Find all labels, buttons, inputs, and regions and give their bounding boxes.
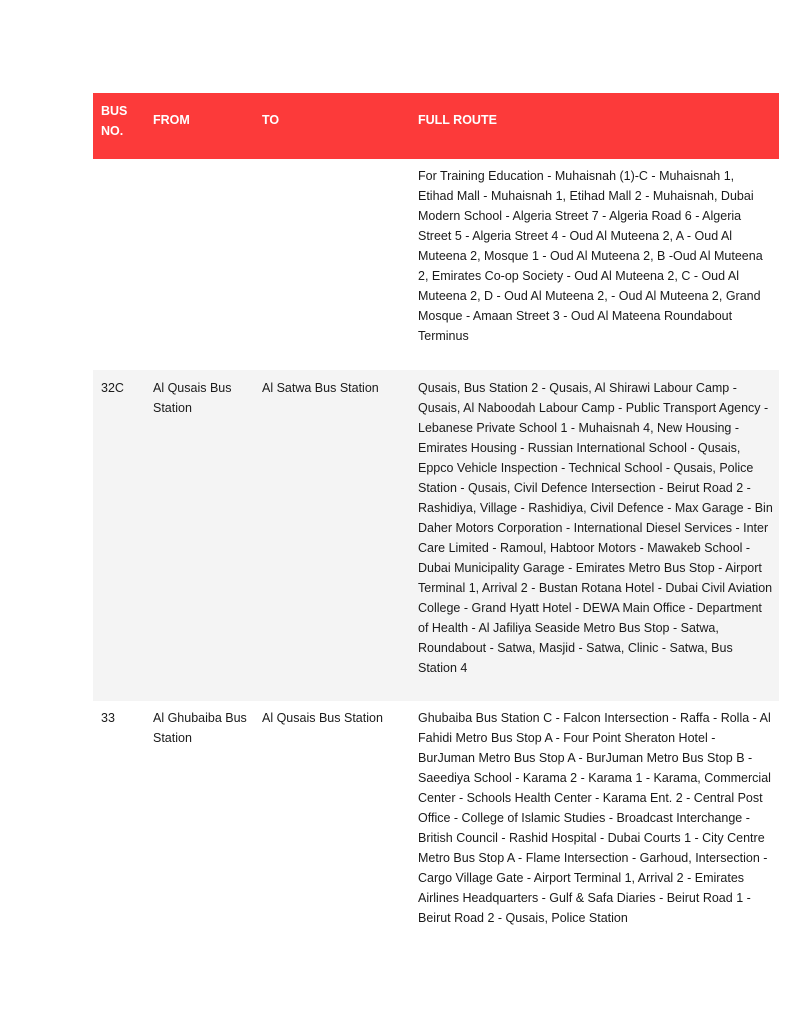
header-to: TO <box>262 113 280 127</box>
header-full-route: FULL ROUTE <box>418 113 497 127</box>
table-header <box>93 93 779 159</box>
to-cell: Al Qusais Bus Station <box>262 711 383 725</box>
full-route-cell: Ghubaiba Bus Station C - Falcon Intersection - Raffa - Rolla - Al Fahidi Metro Bus Stop A - Four Point Sheraton Hotel - BurJuman Metro Bus Stop A - BurJuman Metro Bus Stop B - Saeediya School - Karama 2 - Karama 1 - Karama, Commercial Center - Schools Health Center - Karama Ent. 2 - Central Post Office - College of Islamic Studies - Broadcast Interchange - British Council - Rashid Hospital - Dubai Courts 1 - City Centre Metro Bus Stop A - Flame Intersection - Garhoud, Intersection - Cargo Village Gate - Airport Terminal 1, Arrival 2 - Emirates Airlines Headquarters - Gulf & Safa Diaries - Beirut Road 1 - Beirut Road 2 - Qusais, Police Station <box>418 711 771 925</box>
bus-no-cell: 33 <box>101 711 115 725</box>
from-cell: Al Qusais Bus Station <box>153 381 232 415</box>
to-cell: Al Satwa Bus Station <box>262 381 379 395</box>
full-route-cell: Qusais, Bus Station 2 - Qusais, Al Shirawi Labour Camp - Qusais, Al Naboodah Labour Camp - Public Transport Agency - Lebanese Private School 1 - Muhaisnah 4, New Housing - Emirates Housing - Russian International School - Qusais, Eppco Vehicle Inspection - Technical School - Qusais, Police Station - Qusais, Civil Defence Intersection - Beirut Road 2 - Rashidiya, Village - Rashidiya, Civil Defence - Max Garage - Bin Daher Motors Corporation - International Diesel Services - Inter Care Limited - Ramoul, Habtoor Motors - Mawakeb School - Dubai Municipality Garage - Emirates Metro Bus Stop - Airport Terminal 1, Arrival 2 - Bustan Rotana Hotel - Dubai Civil Aviation College - Grand Hyatt Hotel - DEWA Main Office - Department of Health - Al Jafiliya Seaside Metro Bus Stop - Satwa, Roundabout - Satwa, Masjid - Satwa, Clinic - Satwa, Bus Station 4 <box>418 381 773 675</box>
bus-route-table <box>93 93 779 941</box>
from-cell: Al Ghubaiba Bus Station <box>153 711 247 745</box>
full-route-cell: For Training Education - Muhaisnah (1)-C - Muhaisnah 1, Etihad Mall - Muhaisnah 1, Etihad Mall 2 - Muhaisnah, Dubai Modern School - Algeria Street 7 - Algeria Road 6 - Algeria Street 5 - Algeria Street 4 - Oud Al Muteena 2, A - Oud Al Muteena 2, Mosque 1 - Oud Al Muteena 2, B -Oud Al Muteena 2, Emirates Co-op Society - Oud Al Muteena 2, C - Oud Al Muteena 2, D - Oud Al Muteena 2, - Oud Al Muteena 2, Grand Mosque - Amaan Street 3 - Oud Al Mateena Roundabout Terminus <box>418 169 763 343</box>
table-row <box>93 701 779 941</box>
header-bus-no: BUS NO. <box>101 104 128 138</box>
table-row <box>93 370 779 701</box>
bus-no-cell: 32C <box>101 381 124 395</box>
header-from: FROM <box>153 113 190 127</box>
table-row <box>93 159 779 359</box>
